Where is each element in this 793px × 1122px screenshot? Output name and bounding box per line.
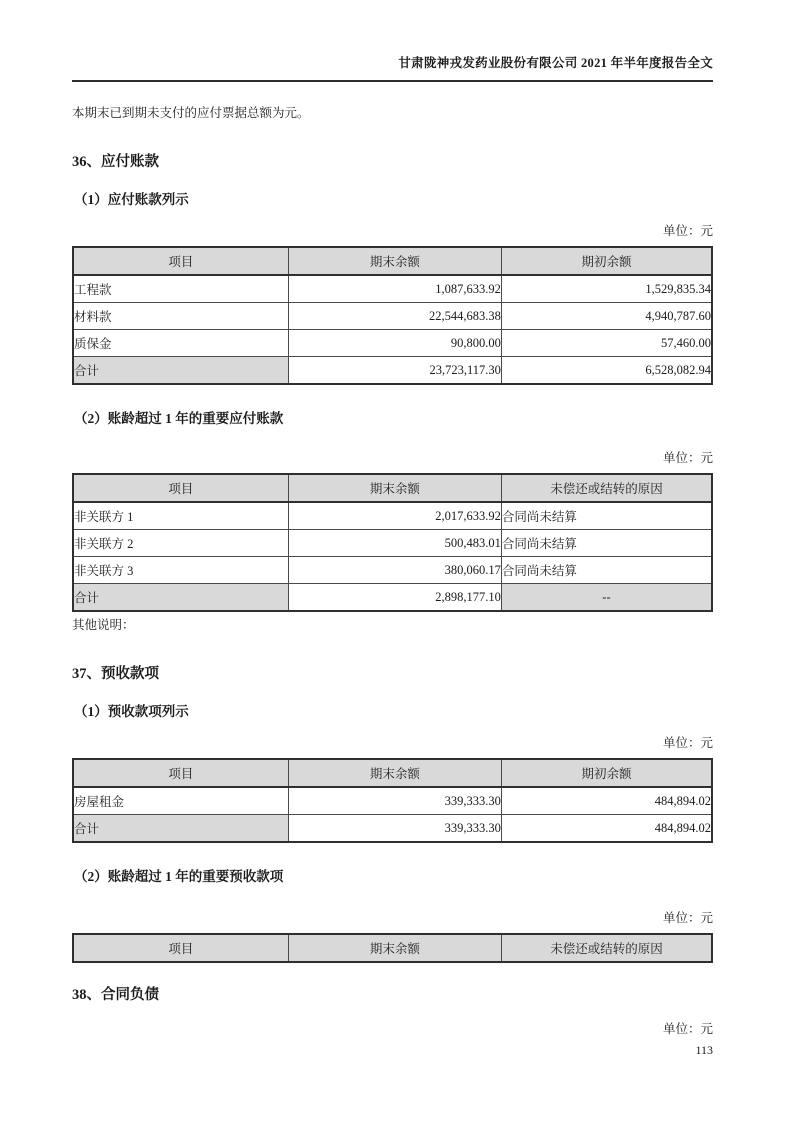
- cell-item: 工程款: [73, 275, 288, 303]
- table-row: [73, 557, 712, 584]
- table-total-row: [73, 584, 712, 612]
- cell-begin-balance: 57,460.00: [501, 330, 712, 357]
- cell-reason: 合同尚未结算: [501, 502, 712, 530]
- table-row: [73, 330, 712, 357]
- cell-reason: --: [501, 584, 712, 612]
- table-total-row: [73, 815, 712, 843]
- page-number: 113: [695, 1043, 713, 1057]
- column-header-item: 项目: [73, 934, 288, 962]
- cell-end-balance: 22,544,683.38: [288, 303, 501, 330]
- advances-table: [72, 758, 713, 843]
- aged-advances-table: [72, 933, 713, 963]
- column-header-end-balance: 期末余额: [288, 759, 501, 787]
- column-header-begin-balance: 期初余额: [501, 759, 712, 787]
- column-header-item: 项目: [73, 474, 288, 502]
- cell-end-balance: 380,060.17: [288, 557, 501, 584]
- table-row: [73, 530, 712, 557]
- report-title: 甘肃陇神戎发药业股份有限公司 2021 年半年度报告全文: [398, 56, 713, 70]
- cell-end-balance: 1,087,633.92: [288, 275, 501, 303]
- section-38-title: 38、合同负债: [72, 987, 159, 1003]
- cell-item: 非关联方 3: [73, 557, 288, 584]
- unit-label: 单位：元: [662, 736, 713, 750]
- cell-item: 合计: [73, 357, 288, 385]
- unit-label: 单位：元: [662, 911, 713, 925]
- cell-end-balance: 90,800.00: [288, 330, 501, 357]
- column-header-begin-balance: 期初余额: [501, 247, 712, 275]
- aged-payables-table: [72, 473, 713, 612]
- cell-begin-balance: 4,940,787.60: [501, 303, 712, 330]
- table-header-row: [73, 934, 712, 962]
- cell-item: 合计: [73, 815, 288, 843]
- table-header-row: [73, 759, 712, 787]
- cell-reason: 合同尚未结算: [501, 530, 712, 557]
- intro-text: 本期末已到期未支付的应付票据总额为元。: [72, 106, 310, 120]
- unit-label: 单位：元: [662, 451, 713, 465]
- section-37-sub2-title: （2）账龄超过 1 年的重要预收款项: [74, 869, 284, 884]
- unit-label: 单位：元: [662, 1022, 713, 1036]
- page-content: [72, 0, 713, 1044]
- cell-begin-balance: 484,894.02: [501, 787, 712, 815]
- cell-end-balance: 23,723,117.30: [288, 357, 501, 385]
- cell-end-balance: 339,333.30: [288, 815, 501, 843]
- cell-item: 材料款: [73, 303, 288, 330]
- cell-item: 非关联方 1: [73, 502, 288, 530]
- section-37-sub1-title: （1）预收款项列示: [74, 704, 189, 719]
- table-row: [73, 275, 712, 303]
- cell-end-balance: 2,898,177.10: [288, 584, 501, 612]
- cell-item: 房屋租金: [73, 787, 288, 815]
- column-header-item: 项目: [73, 759, 288, 787]
- table-total-row: [73, 357, 712, 385]
- section-36-sub2-title: （2）账龄超过 1 年的重要应付账款: [74, 411, 284, 426]
- other-notes-label: 其他说明：: [72, 618, 135, 632]
- column-header-end-balance: 期末余额: [288, 474, 501, 502]
- cell-end-balance: 2,017,633.92: [288, 502, 501, 530]
- table-row: [73, 303, 712, 330]
- cell-begin-balance: 484,894.02: [501, 815, 712, 843]
- table-header-row: [73, 474, 712, 502]
- cell-begin-balance: 1,529,835.34: [501, 275, 712, 303]
- cell-begin-balance: 6,528,082.94: [501, 357, 712, 385]
- section-36-title: 36、应付账款: [72, 154, 159, 170]
- column-header-reason: 未偿还或结转的原因: [501, 474, 712, 502]
- cell-end-balance: 339,333.30: [288, 787, 501, 815]
- table-row: [73, 787, 712, 815]
- cell-item: 非关联方 2: [73, 530, 288, 557]
- column-header-item: 项目: [73, 247, 288, 275]
- page-header: [72, 0, 713, 82]
- table-row: [73, 502, 712, 530]
- column-header-reason: 未偿还或结转的原因: [501, 934, 712, 962]
- cell-end-balance: 500,483.01: [288, 530, 501, 557]
- column-header-end-balance: 期末余额: [288, 934, 501, 962]
- table-header-row: [73, 247, 712, 275]
- cell-item: 合计: [73, 584, 288, 612]
- unit-label: 单位：元: [662, 224, 713, 238]
- cell-reason: 合同尚未结算: [501, 557, 712, 584]
- payables-table: [72, 246, 713, 385]
- column-header-end-balance: 期末余额: [288, 247, 501, 275]
- cell-item: 质保金: [73, 330, 288, 357]
- section-36-sub1-title: （1）应付账款列示: [74, 192, 189, 207]
- section-37-title: 37、预收款项: [72, 666, 159, 682]
